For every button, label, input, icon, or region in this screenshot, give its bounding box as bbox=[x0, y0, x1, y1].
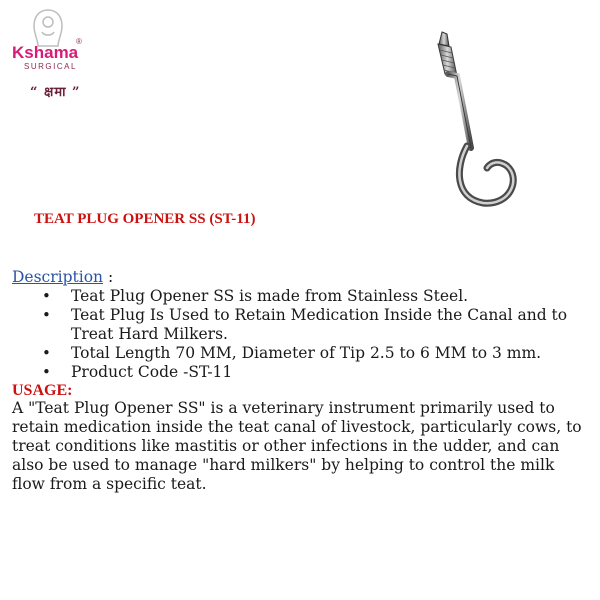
product-content bbox=[12, 268, 592, 494]
brand-logo bbox=[8, 6, 88, 98]
product-image bbox=[425, 28, 525, 208]
description-list bbox=[12, 287, 592, 382]
usage-text: A "Teat Plug Opener SS" is a veterinary instrument primarily used to retain medication inside the teat canal of livestock, particularly cows, to treat conditions like mastitis or other infections in the udder, and can also be used to manage "hard milkers" by helping to control the milk flow from a specific teat. bbox=[12, 399, 582, 493]
usage-heading: USAGE: bbox=[12, 382, 73, 399]
description-bullet-dimensions: • Total Length 70 MM, Diameter of Tip 2.5 to 6 MM to 3 mm. bbox=[12, 344, 592, 363]
brand-tagline: “ क्षमा ” bbox=[30, 85, 81, 100]
description-bullet-product-code: • Product Code -ST-11 bbox=[12, 363, 592, 382]
description-bullet-use: • Teat Plug Is Used to Retain Medication Inside the Canal and to Treat Hard Milkers. bbox=[12, 306, 592, 344]
kshama-emblem-icon bbox=[8, 6, 88, 78]
teat-plug-opener-icon bbox=[425, 28, 525, 208]
brand-sub: SURGICAL bbox=[24, 62, 77, 71]
description-link[interactable]: Description bbox=[12, 268, 104, 286]
description-separator: : bbox=[103, 268, 114, 286]
description-bullet-material: • Teat Plug Opener SS is made from Stainless Steel. bbox=[12, 287, 592, 306]
product-title: TEAT PLUG OPENER SS (ST-11) bbox=[34, 211, 256, 227]
description-heading bbox=[12, 268, 592, 287]
registered-mark: ® bbox=[76, 37, 82, 46]
brand-name: Kshama bbox=[12, 43, 79, 62]
